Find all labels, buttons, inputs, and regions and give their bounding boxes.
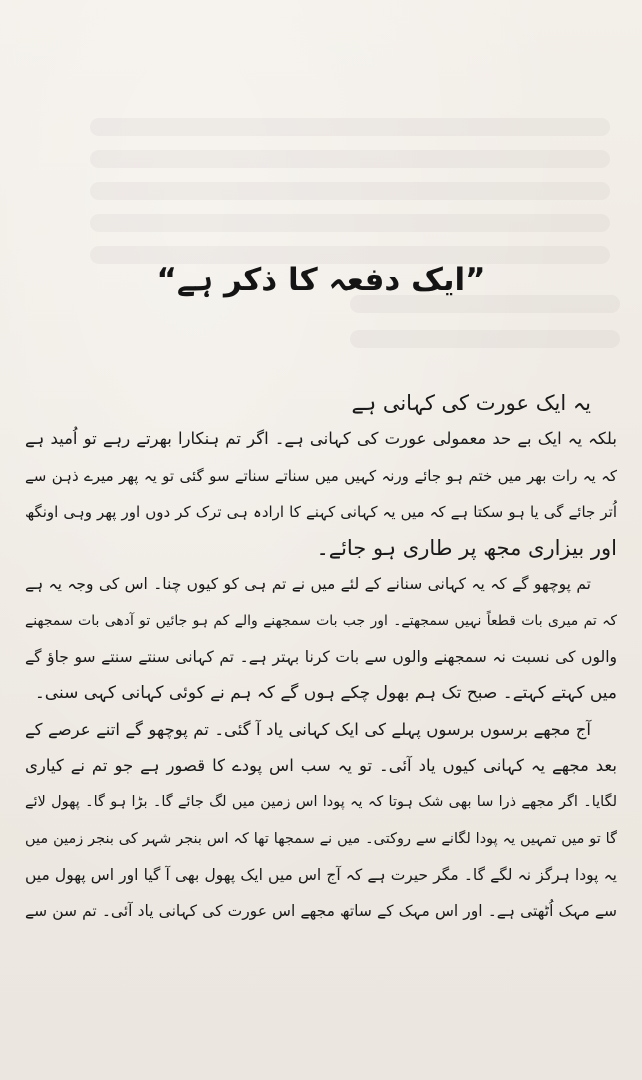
body-text bbox=[25, 385, 617, 929]
text-line: بعد مجھے یہ کہانی کیوں یاد آئی۔ تو یہ سب اس پودے کا قصور ہے جو تم نے کیاری bbox=[25, 755, 617, 775]
show-through-line bbox=[350, 330, 620, 348]
show-through-line bbox=[90, 118, 610, 136]
text-line: یہ پودا ہرگز نہ لگے گا۔ مگر حیرت ہے کہ آج اس میں ایک پھول بھی آ گیا اور اس پھول میں bbox=[25, 865, 617, 884]
text-line: میں کہتے کہتے۔ صبح تک ہم بھول چکے ہوں گے کہ ہم نے کوئی کہانی کہی سنی۔ bbox=[34, 683, 617, 704]
text-line: گا تو میں تمہیں یہ پودا لگانے سے روکتی۔ میں نے سمجھا تھا کہ اس بنجر شہر کی بنجر زمین میں bbox=[25, 830, 617, 847]
text-line: اور بیزاری مجھ پر طاری ہو جائے۔ bbox=[316, 536, 617, 561]
text-line: تم پوچھو گے کہ یہ کہانی سنانے کے لئے میں نے تم ہی کو کیوں چنا۔ اس کی وجہ یہ ہے bbox=[25, 575, 591, 594]
show-through-line bbox=[90, 182, 610, 200]
text-line: کہ تم میری بات قطعاً نہیں سمجھتے۔ اور جب بات سمجھنے والے کم ہو جائیں تو آدھی بات سمجھنے bbox=[25, 612, 617, 629]
text-line: سے مہک اُٹھتی ہے۔ اور اس مہک کے ساتھ مجھے اس عورت کی کہانی یاد آئی۔ تم سن سے bbox=[25, 902, 617, 921]
text-line: بلکہ یہ ایک بے حد معمولی عورت کی کہانی ہے۔ اگر تم ہنکارا بھرتے رہے تو اُمید ہے bbox=[25, 429, 617, 449]
show-through-line bbox=[90, 150, 610, 168]
text-line: لگایا۔ اگر مجھے ذرا سا بھی شک ہوتا کہ یہ پودا اس زمین میں لگ جائے گا۔ بڑا ہو گا۔ پھول لائے bbox=[25, 794, 617, 811]
text-line: یہ ایک عورت کی کہانی ہے bbox=[351, 391, 591, 415]
text-line: والوں کی نسبت نہ سمجھنے والوں سے بات کرنا بہتر ہے۔ تم کہانی سنتے سنتے سو جاؤ گے bbox=[25, 648, 617, 667]
text-line: اُتر جائے گی یا ہو سکتا ہے کہ میں یہ کہانی کہنے کا ارادہ ہی ترک کر دوں اور پھر وہی اونگھ bbox=[25, 502, 617, 521]
text-line: آج مجھے برسوں برسوں پہلے کی ایک کہانی یاد آ گئی۔ تم پوچھو گے اتنے عرصے کے bbox=[25, 719, 591, 739]
chapter-title: ”ایک دفعہ کا ذکر ہے“ bbox=[156, 262, 486, 298]
text-line: کہ یہ رات بھر میں ختم ہو جائے ورنہ کہیں میں سناتے سناتے سو گئی تو یہ پھر میرے ذہن سے bbox=[25, 466, 617, 485]
show-through-line bbox=[90, 214, 610, 232]
